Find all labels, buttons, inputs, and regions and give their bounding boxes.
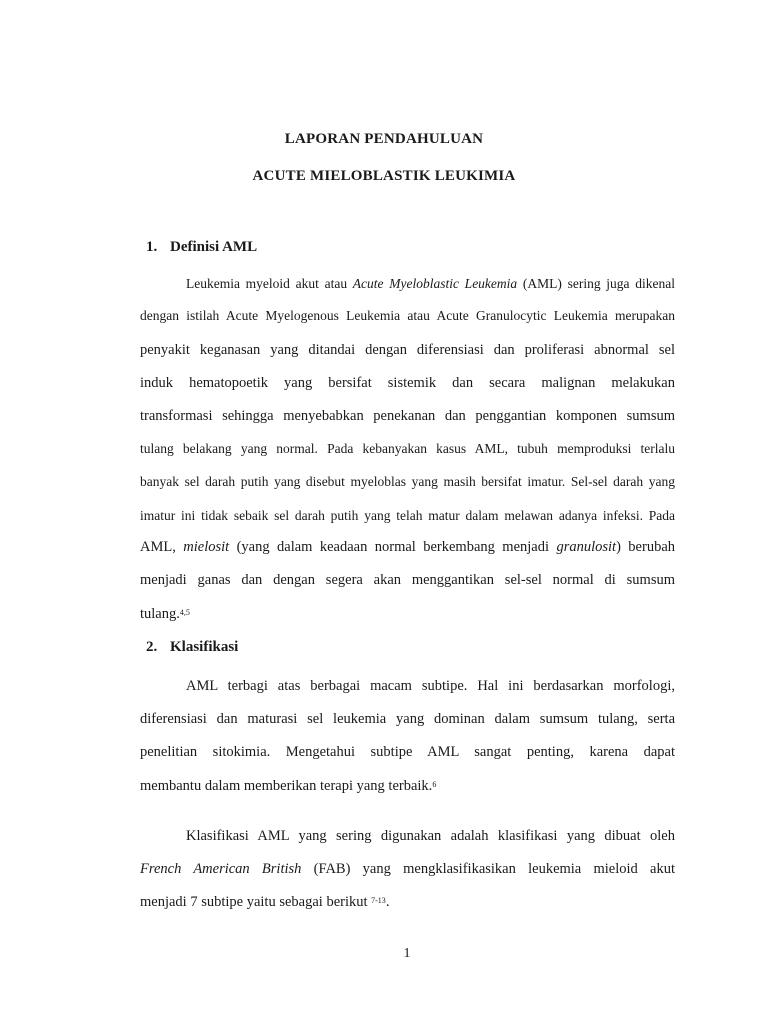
section-number: 1. [146, 239, 158, 255]
italic-term: mielosit [183, 539, 230, 555]
paragraph-line: imatur ini tidak sebaik sel darah putih yang telah matur dalam melawan adanya infeksi. Pada [140, 508, 675, 523]
citation: 4,5 [179, 608, 190, 617]
citation: 7-13 [371, 896, 386, 905]
paragraph-line: induk hematopoetik yang bersifat sistemik dan secara malignan melakukan [140, 375, 675, 391]
section-heading-klasifikasi [146, 639, 238, 656]
paragraph-line: tulang belakang yang normal. Pada kebanyakan kasus AML, tubuh memproduksi terlalu [140, 441, 675, 456]
paragraph-line: tulang.$^{4,5}$ [140, 606, 190, 622]
italic-term: granulosit [556, 539, 617, 555]
section-heading-definisi [146, 239, 257, 256]
paragraph-line: diferensiasi dan maturasi sel leukemia yang dominan dalam sumsum tulang, serta [140, 711, 675, 727]
paragraph-line: Leukemia myeloid akut atau Acute Myeloblastic Leukemia (AML) sering juga dikenal [186, 276, 675, 291]
document-subtitle: ACUTE MIELOBLASTIK LEUKIMIA [252, 168, 516, 184]
italic-term: Acute Myeloblastic Leukemia [352, 276, 518, 291]
paragraph-line: menjadi ganas dan dengan segera akan menggantikan sel-sel normal di sumsum [140, 572, 675, 588]
paragraph-line: Klasifikasi AML yang sering digunakan adalah klasifikasi yang dibuat oleh [186, 828, 675, 844]
section-title: Definisi AML [170, 239, 258, 255]
paragraph-line: AML terbagi atas berbagai macam subtipe. Hal ini berdasarkan morfologi, [186, 678, 675, 694]
page-number: 1 [403, 946, 411, 961]
paragraph-line: menjadi 7 subtipe yaitu sebagai berikut $^{7-13}$. [140, 894, 390, 910]
paragraph-line: French American British (FAB) yang mengklasifikasikan leukemia mieloid akut [140, 861, 675, 877]
paragraph-line: dengan istilah Acute Myelogenous Leukemia atau Acute Granulocytic Leukemia merupakan [140, 308, 675, 323]
paragraph-line: transformasi sehingga menyebabkan penekanan dan penggantian komponen sumsum [140, 408, 675, 424]
citation: 6 [432, 780, 437, 789]
section-title: Klasifikasi [170, 639, 239, 655]
italic-term: French American British [140, 861, 302, 877]
paragraph-line: membantu dalam memberikan terapi yang terbaik.$^6$ [140, 778, 437, 794]
paragraph-line: penyakit keganasan yang ditandai dengan diferensiasi dan proliferasi abnormal sel [140, 342, 675, 358]
paragraph-line: banyak sel darah putih yang disebut myeloblas yang masih bersifat imatur. Sel-sel darah yang [140, 474, 675, 489]
document-title: LAPORAN PENDAHULUAN [284, 131, 484, 147]
section-number: 2. [146, 639, 158, 655]
paragraph-line: AML, mielosit (yang dalam keadaan normal berkembang menjadi granulosit) berubah [140, 539, 675, 555]
paragraph-line: penelitian sitokimia. Mengetahui subtipe AML sangat penting, karena dapat [140, 744, 675, 760]
